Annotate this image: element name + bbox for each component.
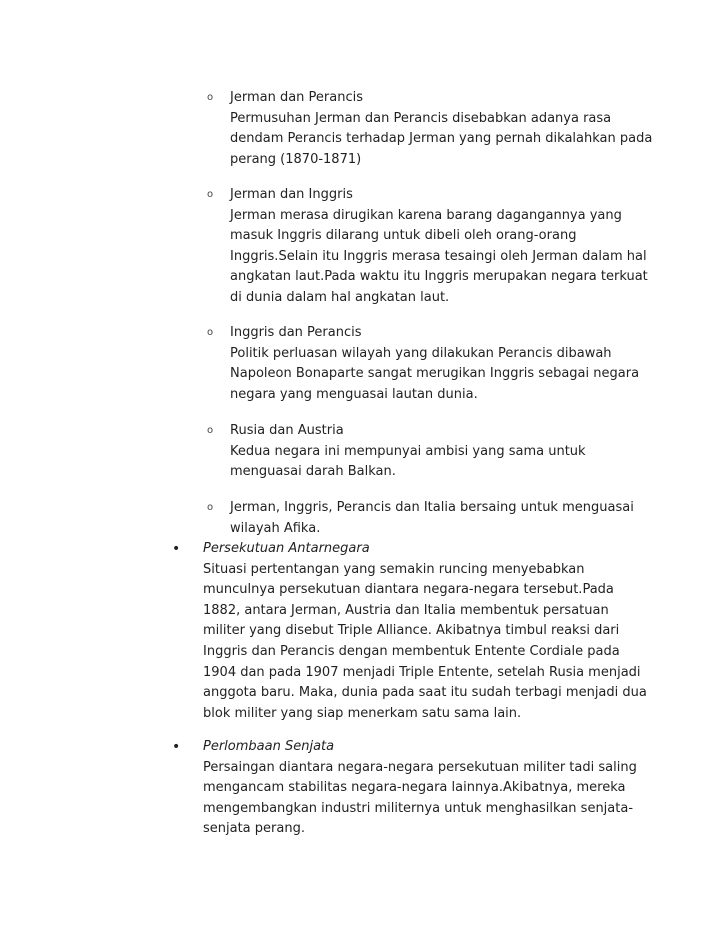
sub-list-item-jerman-inggris xyxy=(207,185,657,309)
sub-list-item-jerman-perancis xyxy=(207,88,657,170)
sub-list-item-rusia-austria xyxy=(207,421,657,483)
item-body: Situasi pertentangan yang semakin runcing menyebabkan munculnya persekutuan diantara negara-negara tersebut.Pada 1882, antara Jerman, Austria dan Italia membentuk persatuan militer yang disebut Triple Alliance. Akibatnya timbul reaksi dari Inggris dan Perancis dengan membentuk Entente Cordiale pada 1904 dan pada 1907 menjadi Triple Entente, setelah Rusia menjadi anggota baru. Maka, dunia pada saat itu sudah terbagi menjadi dua blok militer yang siap menerkam satu sama lain. xyxy=(203,561,647,721)
item-title: Jerman dan Perancis xyxy=(230,90,363,105)
item-body: Kedua negara ini mempunyai ambisi yang sama untuk menguasai darah Balkan. xyxy=(230,443,586,480)
sub-list-item-inggris-perancis xyxy=(207,323,657,405)
item-body: wilayah Afika. xyxy=(230,520,321,536)
circle-bullet-icon: o xyxy=(207,189,214,200)
circle-bullet-icon: o xyxy=(207,327,214,338)
circle-bullet-icon: o xyxy=(207,502,214,513)
item-body: Permusuhan Jerman dan Perancis disebabkan adanya rasa dendam Perancis terhadap Jerman yang pernah dikalahkan pada perang (1870-1871) xyxy=(230,110,653,167)
item-body: Politik perluasan wilayah yang dilakukan Perancis dibawah Napoleon Bonaparte sangat merugikan Inggris sebagai negara negara yang menguasai lautan dunia. xyxy=(230,345,640,402)
item-title: Persekutuan Antarnegara xyxy=(203,541,370,556)
list-item-persekutuan-antarnegara xyxy=(172,539,652,724)
item-title: Jerman dan Inggris xyxy=(230,187,353,202)
list-item-perlombaan-senjata xyxy=(172,737,652,840)
circle-bullet-icon: o xyxy=(207,92,214,103)
item-title: Inggris dan Perancis xyxy=(230,325,362,340)
item-body: Jerman merasa dirugikan karena barang dagangannya yang masuk Inggris dilarang untuk dibeli oleh orang-orang Inggris.Selain itu Inggris merasa tesaingi oleh Jerman dalam hal angkatan laut.Pada waktu itu Inggris merupakan negara terkuat di dunia dalam hal angkatan laut. xyxy=(230,207,648,305)
item-title: Perlombaan Senjata xyxy=(203,739,335,754)
sub-list-item-persaingan-afrika xyxy=(207,498,657,539)
item-body: Persaingan diantara negara-negara persekutuan militer tadi saling mengancam stabilitas negara-negara lainnya.Akibatnya, mereka mengembangkan industri militernya untuk menghasilkan senjata- senjata perang. xyxy=(203,759,637,837)
circle-bullet-icon: o xyxy=(207,425,214,436)
item-title: Jerman, Inggris, Perancis dan Italia bersaing untuk menguasai xyxy=(230,500,634,515)
item-title: Rusia dan Austria xyxy=(230,423,344,438)
disc-bullet-icon: • xyxy=(172,739,181,755)
disc-bullet-icon: • xyxy=(172,541,181,557)
